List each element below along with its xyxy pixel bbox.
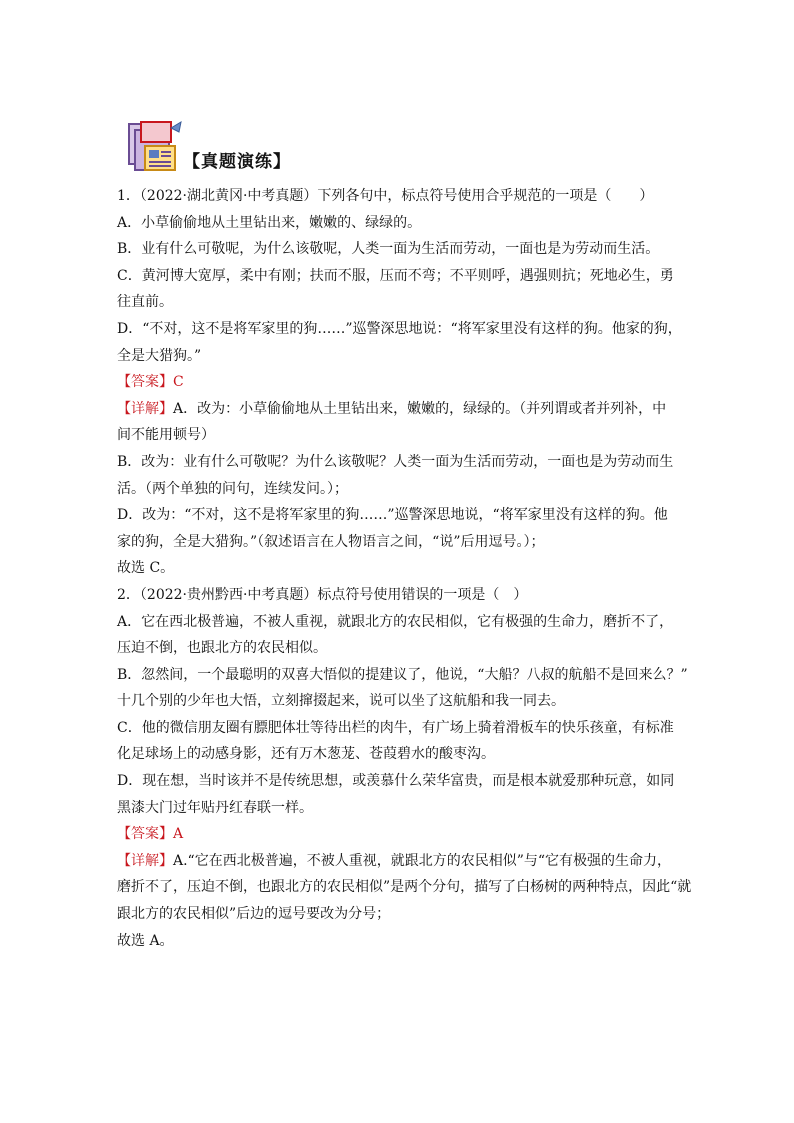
- text-line: A．它在西北极普遍，不被人重视，就跟北方的农民相似，它有极强的生命力，磨折不了，: [117, 613, 674, 630]
- text-line: 十几个别的少年也大悟，立刻撺掇起来，说可以坐了这航船和我一同去。: [117, 693, 565, 710]
- text-line: 黑漆大门过年贴丹红春联一样。: [117, 799, 313, 816]
- text-line: 故选 C。: [117, 560, 175, 577]
- text-line: C．黄河博大宽厚，柔中有刚；扶而不服，压而不弯；不平则呼，遇强则抗；死地必生，勇: [117, 267, 674, 284]
- text-line: 间不能用顿号）: [117, 427, 215, 444]
- explanation-line: 【详解】A．改为：小草偷偷地从土里钻出来，嫩嫩的，绿绿的。（并列谓或者并列补，中: [117, 400, 667, 417]
- text-line: 家的狗，全是大猎狗。”（叙述语言在人物语言之间，“说”后用逗号。）；: [117, 533, 545, 550]
- text-line: D．现在想，当时该并不是传统思想，或羡慕什么荣华富贵，而是根本就爱那种玩意，如同: [117, 773, 675, 790]
- text-line: 活。（两个单独的问句，连续发问。）；: [117, 480, 348, 497]
- explanation-line: 【详解】A.“它在西北极普遍，不被人重视，就跟北方的农民相似”与“它有极强的生命力，: [117, 852, 672, 869]
- explanation-label: 【详解】: [117, 852, 173, 869]
- text-line: 2．（2022·贵州黔西·中考真题）标点符号使用错误的一项是（ ）: [117, 586, 528, 603]
- explanation-label: 【详解】: [117, 400, 173, 417]
- text-line: 跟北方的农民相似”后边的逗号要改为分号；: [117, 906, 391, 923]
- text-line: 全是大猎狗。”: [117, 347, 202, 364]
- answer-line: 【答案】A: [117, 826, 184, 843]
- question-content: [117, 183, 692, 954]
- text-line: D．改为：“不对，这不是将军家里的狗……”巡警深思地说，“将军家里没有这样的狗。他: [117, 507, 668, 524]
- section-header: [127, 118, 427, 174]
- text-line: 压迫不倒，也跟北方的农民相似。: [117, 640, 327, 657]
- text-line: 故选 A。: [117, 932, 174, 949]
- text-line: 1．（2022·湖北黄冈·中考真题）下列各句中，标点符号使用合乎规范的一项是（ ）: [117, 188, 654, 204]
- text-line: B．忽然间，一个最聪明的双喜大悟似的提建议了，他说，“大船？八叔的航船不是回来么？”: [117, 666, 688, 683]
- document-stack-icon: [127, 118, 183, 174]
- text-line: D．“不对，这不是将军家里的狗……”巡警深思地说：“将军家里没有这样的狗。他家的狗，: [117, 320, 682, 337]
- answer-line: 【答案】C: [117, 374, 184, 391]
- section-title: 【真题演练】: [183, 152, 291, 172]
- text-line: 往直前。: [117, 294, 173, 311]
- text-line: A．小草偷偷地从土里钻出来，嫩嫩的、绿绿的。: [117, 214, 422, 231]
- answer-label: 【答案】: [117, 374, 173, 391]
- answer-label: 【答案】: [117, 826, 173, 843]
- text-line: 化足球场上的动感身影，还有万木葱茏、苍葭碧水的酸枣沟。: [117, 746, 495, 763]
- text-line: C．他的微信朋友圈有膘肥体壮等待出栏的肉牛，有广场上骑着滑板车的快乐孩童，有标准: [117, 719, 674, 736]
- text-line: B．改为：业有什么可敬呢？为什么该敬呢？人类一面为生活而劳动，一面也是为劳动而生: [117, 453, 674, 470]
- text-line: 磨折不了，压迫不倒，也跟北方的农民相似”是两个分句，描写了白杨树的两种特点，因此“就: [117, 879, 692, 896]
- text-line: B．业有什么可敬呢，为什么该敬呢，人类一面为生活而劳动，一面也是为劳动而生活。: [117, 241, 660, 258]
